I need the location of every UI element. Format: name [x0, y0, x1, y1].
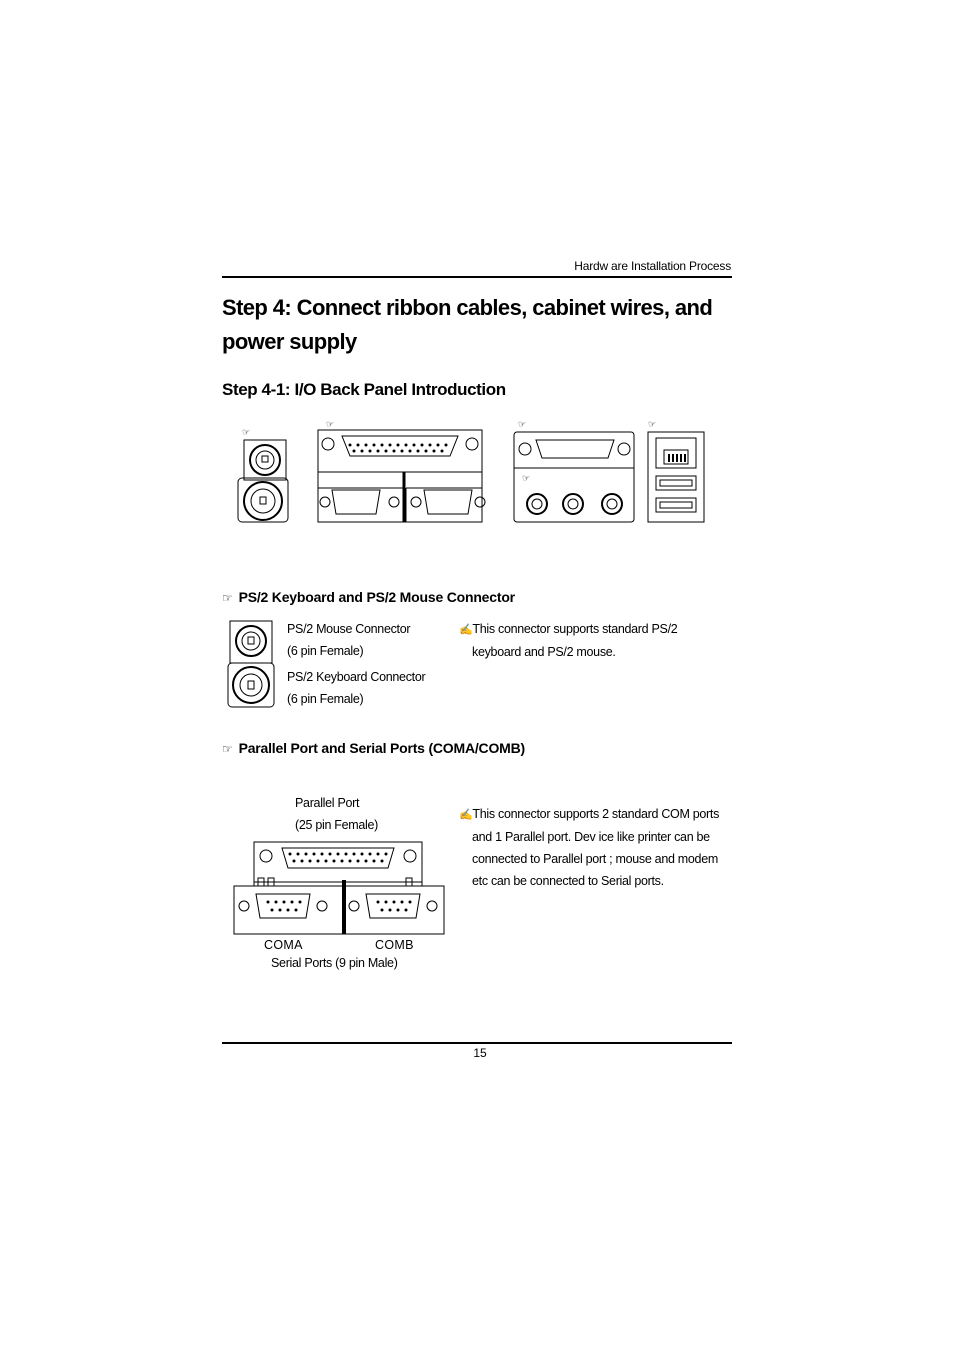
keyboard-connector-pins: (6 pin Female)	[287, 692, 364, 706]
page-title: Step 4: Connect ribbon cables, cabinet wires, and power supply	[222, 295, 713, 354]
mouse-connector-label: PS/2 Mouse Connector	[287, 622, 411, 636]
note-line4: etc can be connected to Serial ports.	[472, 874, 664, 888]
parallel-serial-heading-text: Parallel Port and Serial Ports (COMA/COMB)	[238, 740, 525, 756]
comb-label: COMB	[375, 938, 414, 952]
mouse-connector-pins: (6 pin Female)	[287, 644, 364, 658]
ps2-labels	[287, 618, 457, 710]
pencil-icon: ✍	[459, 809, 473, 821]
pointing-hand-icon: ☞	[242, 428, 251, 438]
keyboard-connector-label: PS/2 Keyboard Connector	[287, 670, 426, 684]
note-line3: connected to Parallel port ; mouse and modem	[472, 852, 718, 866]
ps2-note	[459, 618, 729, 663]
section-subtitle: Step 4-1: I/O Back Panel Introduction	[222, 380, 506, 399]
footer-rule	[222, 1042, 732, 1044]
pointing-hand-icon: ☞	[222, 742, 233, 756]
parallel-port-labels	[295, 792, 378, 836]
parallel-serial-section-heading	[222, 740, 525, 756]
ps2-heading-text: PS/2 Keyboard and PS/2 Mouse Connector	[238, 589, 515, 605]
io-back-panel-diagram	[236, 416, 708, 524]
note-line2: and 1 Parallel port. Dev ice like printer can be	[472, 830, 710, 844]
pointing-hand-icon: ☞	[326, 420, 335, 430]
parallel-port-pins: (25 pin Female)	[295, 818, 379, 832]
header-rule	[222, 276, 732, 278]
ps2-note-line1: This connector supports standard PS/2	[472, 622, 678, 636]
parallel-port-label: Parallel Port	[295, 796, 360, 810]
pointing-hand-icon: ☞	[522, 474, 531, 484]
coma-label: COMA	[264, 938, 303, 952]
serial-ports-label: Serial Ports (9 pin Male)	[271, 956, 398, 970]
ps2-note-line2: keyboard and PS/2 mouse.	[472, 645, 616, 659]
pencil-icon: ✍	[459, 624, 473, 636]
ps2-section-heading	[222, 589, 515, 605]
page-number: 15	[473, 1046, 487, 1060]
pointing-hand-icon: ☞	[222, 591, 233, 605]
ps2-connector-image	[226, 619, 276, 709]
running-header: Hardw are Installation Process	[574, 259, 731, 273]
parallel-serial-port-image	[232, 840, 446, 938]
note-line1: This connector supports 2 standard COM ports	[472, 807, 720, 821]
parallel-serial-note	[459, 803, 731, 892]
pointing-hand-icon: ☞	[518, 420, 527, 430]
pointing-hand-icon: ☞	[648, 420, 657, 430]
